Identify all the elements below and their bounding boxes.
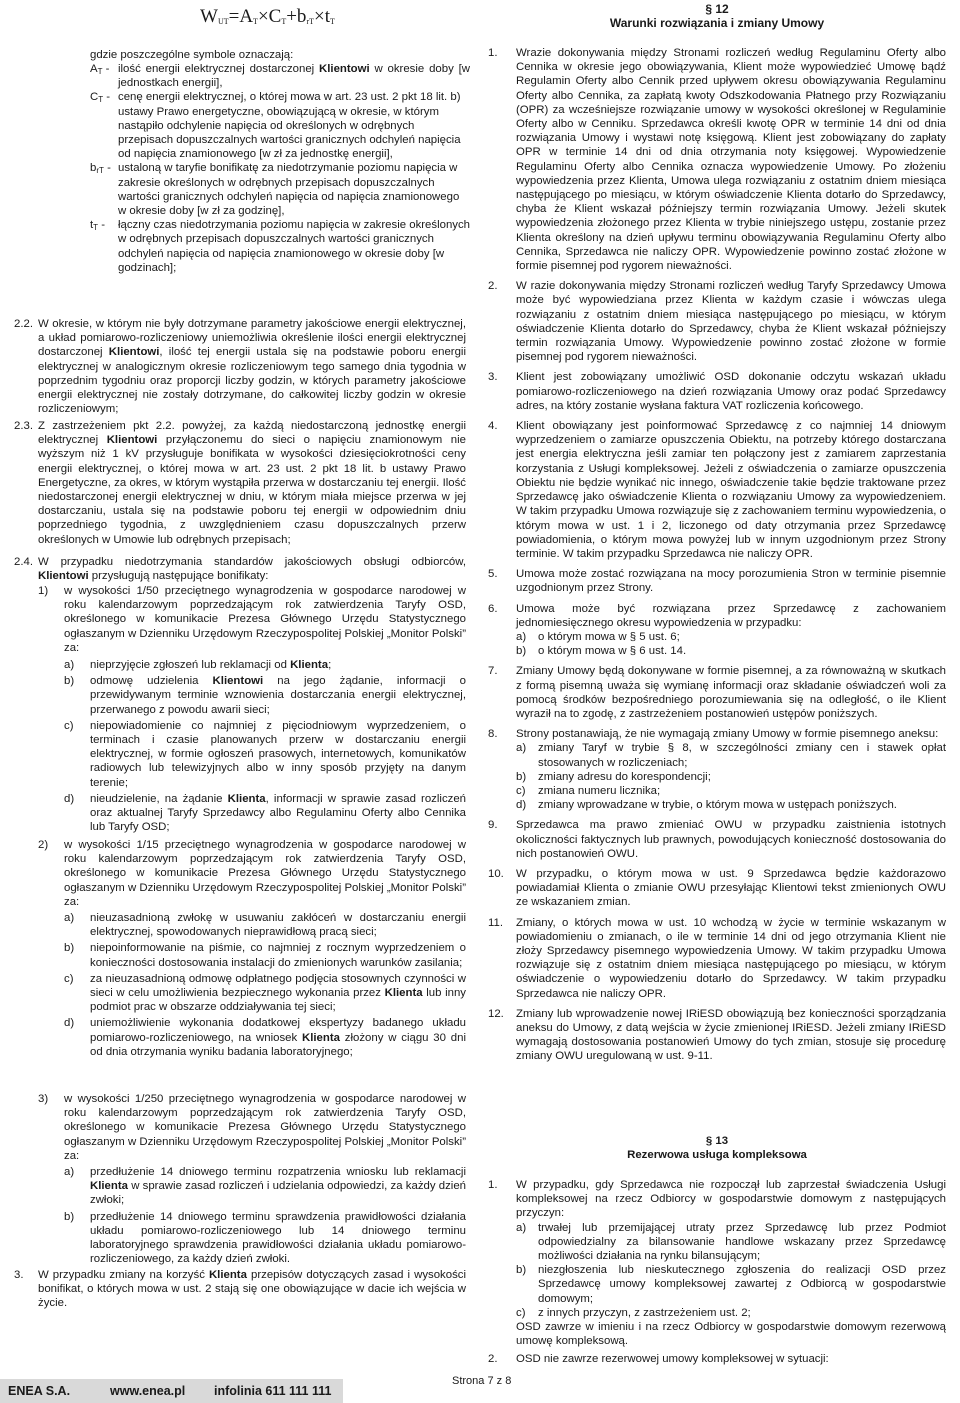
clause-8-sublist: a) zmiany Taryf w trybie § 8, w szczególności zmiany cen i stawek opłat stosowanych w rozliczeniach; b) zmiany adresu do korespondencji; c) zmiana numeru licznika; d) zmiany wprowadzane w trybie, o którym mowa w ustępach poniższych.: [516, 742, 946, 812]
footer-company: ENEA S.A.: [8, 1384, 71, 1398]
clause-4: 4. Klient obowiązany jest poinformować Sprzedawcę z co najmniej 14 dniowym wyprzedzeniem o zamiarze opuszczenia Obiektu, na potrzeby którego dostarczana jest energia elektryczna jeśli zamiar ten połączony jest z zamiarem zaprzestania korzystania z Usługi kompleksowej. Jeżeli z oświadczenia o zamiarze opuszczenia Obiektu nie będzie wynikać nic innego, oświadczenie takie będzie traktowane przez Sprzedawcę jako oświadczenie Klienta o rozwiązaniu Umowy za wypowiedzeniem. W takim przypadku Umowa rozwiązuje się z zachowaniem terminu wypowiedzenia, o którym mowa w ust. 1 i 2, liczonego od daty otrzymania przez Sprzedawcę powiadomienia, o którym mowa powyżej lub w innym uzgodnionym przez Strony terminie. W takim przypadku Sprzedawca nie naliczy OPR.: [488, 420, 946, 560]
bonus-item-2-sublist: a) nieuzasadnioną zwłokę w usuwaniu zakłóceń w dostarczaniu energii elektrycznej, spowodowanych nieprawidłową pracą sieci; b) niepoinformowanie na piśmie, co najmniej z rocznym wyprzedzeniem o konieczności dostosowania instalacji do zmienionych warunków zasilania; c) za nieuzasadnioną odmowę odpłatnego podjęcia stosownych czynności w sieci w celu umożliwienia bezpiecznego wykonania przez Klienta lub inny podmiot prac w obszarze oddziaływania tej sieci; d) uniemożliwienie wykonania dodatkowej ekspertyzy badanego układu pomiarowo-rozliczeniowego, na wniosek Klienta złożony w ciągu 30 dni od dnia otrzymania wyniku badania laboratoryjnego;: [64, 912, 466, 1058]
formula: $W_{UT}=A_T\times C_T+b_{rT}\times t_T$: [200, 6, 335, 27]
bonus-item-2: 2) w wysokości 1/15 przeciętnego wynagrodzenia w gospodarce narodowej w roku kalendarzowym poprzedzającym rok zatwierdzenia Taryfy OSD, określonego w komunikacie Prezesa Głównego Urzędu Statystycznego ogłaszanym w Dzienniku Urzędowym Rzeczypospolitej Polskiej „Monitor Polski” za:: [38, 839, 466, 908]
clause-9: 9. Sprzedawca ma prawo zmieniać OWU w przypadku zaistnienia istotnych okoliczności faktycznych lub prawnych, powodujących konieczność dostosowania do nich postanowień OWU.: [488, 819, 946, 860]
symbol-a: $A_T$ - ilość energii elektrycznej dostarczonej Klientowi w okresie doby [w jednostkach energii],: [90, 63, 470, 90]
paragraph-2-2: 2.2. W okresie, w którym nie były dotrzymane parametry jakościowe energii elektrycznej, a układ pomiarowo-rozliczeniowy uniemożliwia określenie ilości energii elektrycznej dostarczonej Klientowi, ilość tej energii ustala się na podstawie poboru energii elektrycznej w analogicznym okresie rozliczeniowym tego samego dnia tygodnia w poprzednim tygodniu oraz proporcji liczby godzin, w których parametry jakościowe energii elektrycznej nie zostały dotrzymane, do całkowitej liczby godzin w okresie rozliczeniowym;: [14, 318, 466, 416]
symbol-list: [90, 62, 470, 275]
section-title: Warunki rozwiązania i zmiany Umowy: [609, 16, 825, 30]
section-13-title: Rezerwowa usługa kompleksowa: [627, 1149, 807, 1161]
clause-12: 12. Zmiany lub wprowadzenie nowej IRiESD obowiązują bez konieczności sporządzania aneksu do Umowy, z datą wejścia w życie zmienionej IRiESD. Jeżeli zmiany IRiESD wymagają dostosowania postanowień Umowy do tych zmian, stosuje się procedurę zmiany OWU uregulowaną w ust. 9-11.: [488, 1007, 946, 1063]
paragraph-3: 3. W przypadku zmiany na korzyść Klienta przepisów dotyczących zasad i wysokości bonifikat, o których mowa w ust. 2 stają się one obowiązujące w dacie ich wejścia w życie.: [14, 1269, 467, 1310]
page-number: Strona 7 z 8: [452, 1375, 512, 1387]
paragraph-2-3: 2.3. Z zastrzeżeniem pkt 2.2. powyżej, za każdą niedostarczoną jednostkę energii elektrycznej Klientowi przyłączonemu do sieci o napięciu znamionowym nie wyższym niż 1 kV przysługuje bonifikata w wysokości dziesięciokrotności ceny energii elektrycznej, o której mowa w art. 23 ust. 2 pkt 18 lit. b ustawy Prawo Energetyczne, za okres, w którym wystąpiła przerwa w dostarczaniu tej energii. Ilość niedostarczonej energii elektrycznej w dniu, w którym miała miejsce przerwa w jej dostarczaniu, ustala się na podstawie poboru tej energii w odpowiednim dniu poprzedniego tygodnia, z uwzględnieniem czasu dopuszczalnych przerw określonych w Umowie lub odrębnych przepisach;: [14, 420, 466, 546]
bonus-item-3-sublist: a) przedłużenie 14 dniowego terminu rozpatrzenia wniosku lub reklamacji Klienta w sprawie zasad rozliczeń i udzielania odpowiedzi, za każdy dzień zwłoki; b) przedłużenie 14 dniowego terminu sprawdzenia prawidłowości działania układu pomiarowo-rozliczeniowego lub 14 dniowego terminu laboratoryjnego sprawdzenia prawidłowości działania układu pomiarowo-rozliczeniowego, za każdy dzień zwłoki.: [64, 1166, 466, 1266]
section-13-number: § 13: [705, 1135, 729, 1147]
clause-6: 6. Umowa może być rozwiązana przez Sprzedawcę z zachowaniem jednomiesięcznego okresu wypowiedzenia w przypadku:: [488, 602, 946, 629]
footer-bar: [0, 1379, 343, 1403]
footer-website[interactable]: www.enea.pl: [110, 1384, 186, 1398]
section-number: § 12: [705, 2, 729, 16]
clause-8: 8. Strony postanawiają, że nie wymagają zmiany Umowy w formie pisemnego aneksu:: [488, 728, 939, 741]
clause-2: 2. W razie dokonywania między Stronami rozliczeń według Taryfy Sprzedawcy Umowa może być wypowiedziana przez Klienta w każdym czasie i wówczas ulega rozwiązaniu z ostatnim dniem miesiąca następującego po miesiącu, w którym oświadczenie Klienta dotarło do Sprzedawcy, chyba że Klient wskazał późniejszy termin rozwiązania Umowy. Wypowiedzenie powinno zostać złożone w formie pisemnej pod rygorem nieważności.: [488, 280, 946, 364]
clause-7: 7. Zmiany Umowy będą dokonywane w formie pisemnej, a za równoważną w skutkach z formą pisemną uważa się wymianę informacji oraz składanie oświadczeń woli za pomocą środków bezpośredniego porozumiewania się na odległość, o ile Klient wyraził na to zgodę, z zastrzeżeniem postanowień ustępów poniższych.: [488, 665, 946, 720]
section-13-list: [488, 1178, 946, 1367]
s13-clause-1-sublist: a) trwałej lub przemijającej utraty przez Sprzedawcę lub przez Podmiot odpowiedzialny za bilansowanie handlowe wskazany przez Sprzedawcę możliwości działania na rynku bilansującym; b) niezgłoszenia lub nieskutecznego zgłoszenia do realizacji OSD przez Sprzedawcę umowy kompleksowej zawartej z Odbiorcą w gospodarstwie domowym; c) z innych przyczyn, z zastrzeżeniem ust. 2; OSD zawrze w imieniu i na rzecz Odbiorcy w gospodarstwie domowym rezerwową umowę kompleksową.: [516, 1221, 946, 1348]
s13-clause-2: 2. OSD nie zawrze rezerwowej umowy kompleksowej w sytuacji:: [488, 1353, 829, 1366]
paragraph-2-4: 2.4. W przypadku niedotrzymania standardów jakościowych obsługi odbiorców, Klientowi przysługują następujące bonifikaty:: [14, 556, 466, 583]
clause-3: 3. Klient jest zobowiązany umożliwić OSD dokonanie odczytu wskazań układu pomiarowo-rozliczeniowego na dzień rozwiązania Umowy oraz podać Sprzedawcy adres, na który zostanie wysłana faktura VAT rozliczenia końcowego.: [488, 371, 946, 412]
clause-11: 11. Zmiany, o których mowa w ust. 10 wchodzą w życie w terminie wskazanym w powiadomieniu o zmianach, o ile w terminie 14 dni od jego otrzymania Klient nie złoży Sprzedawcy pisemnego wypowiedzenia Umowy. W takim przypadku Umowa rozwiązuje się z ostatnim dniem miesiąca następującego po miesiącu, w którym oświadczenie o wypowiedzeniu dotarło do Sprzedawcy. W takim przypadku Sprzedawca nie naliczy OPR.: [488, 916, 946, 1000]
clause-10: 10. W przypadku, o którym mowa w ust. 9 Sprzedawca będzie każdorazowo powiadamiał Klienta o zmianie OWU przesyłając Klientowi tekst zmienionych OWU ze wskazaniem zmian.: [488, 867, 946, 909]
intro-text: gdzie poszczególne symbole oznaczają:: [90, 49, 294, 61]
bonus-item-1-sublist: a) nieprzyjęcie zgłoszeń lub reklamacji od Klienta; b) odmowę udzielenia Klientowi na jego żądanie, informacji o przewidywanym terminie wznowienia dostarczania energii elektrycznej, przerwanego z powodu awarii sieci; c) niepowiadomienie co najmniej z pięciodniowym wyprzedzeniem, o terminach i czasie planowanych przerw w dostarczaniu energii elektrycznej, w formie ogłoszeń prasowych, internetowych, komunikatów radiowych lub telewizyjnych albo w inny sposób przyjęty na danym terenie; d) nieudzielenie, na żądanie Klienta, informacji w sprawie zasad rozliczeń oraz aktualnej Taryfy Sprzedawcy albo Regulaminu Oferty albo Cennika lub Taryfy OSD;: [64, 659, 467, 834]
section-12-list: [488, 46, 946, 1064]
s13-clause-1-tail: OSD zawrze w imieniu i na rzecz Odbiorcy w gospodarstwie domowym rezerwową umowę kompleksową.: [516, 1321, 946, 1348]
bonus-item-3: 3) w wysokości 1/250 przeciętnego wynagrodzenia w gospodarce narodowej w roku kalendarzowym poprzedzającym rok zatwierdzenia Taryfy OSD, określonego w komunikacie Prezesa Głównego Urzędu Statystycznego ogłaszanym w Dzienniku Urzędowym Rzeczypospolitej Polskiej „Monitor Polski” za:: [38, 1093, 466, 1162]
symbol-c: $C_T$ - cenę energii elektrycznej, o której mowa w art. 23 ust. 2 pkt 18 lit. b) ustawy Prawo energetyczne, obowiązującą w okresie, w którym nastąpiło odchylenie napięcia od określonych w odrębnych przepisach dopuszczalnych wartości granicznych odchyleń napięcia od napięcia znamionowego [w zł za jednostkę energii],: [90, 91, 461, 161]
bonus-item-1: 1) w wysokości 1/50 przeciętnego wynagrodzenia w gospodarce narodowej w roku kalendarzowym poprzedzającym rok zatwierdzenia Taryfy OSD, określonego w komunikacie Prezesa Głównego Urzędu Statystycznego ogłaszanym w Dzienniku Urzędowym Rzeczypospolitej Polskiej „Monitor Polski” za:: [38, 585, 466, 654]
symbol-t: $t_T$ - łączny czas niedotrzymania poziomu napięcia w zakresie określonych w odrębnych przepisach dopuszczalnych wartości granicznych odchyleń napięcia od napięcia znamionowego w okresie doby [w godzinach];: [90, 219, 471, 274]
footer-infoline: infolinia 611 111 111: [214, 1384, 332, 1398]
symbol-b: $b_{rT}$ - ustaloną w taryfie bonifikatę za niedotrzymanie poziomu napięcia w zakresie określonych w odrębnych przepisach dopuszczalnych wartości granicznych odchyleń napięcia od napięcia znamionowego w okresie doby [w zł za godzinę],: [90, 162, 460, 218]
clause-5: 5. Umowa może zostać rozwiązana na mocy porozumienia Stron w terminie pisemnie uzgodnionym przez Strony.: [488, 568, 946, 595]
clause-6-sublist: a) o którym mowa w § 5 ust. 6; b) o którym mowa w § 6 ust. 14.: [516, 630, 687, 658]
s13-clause-1: 1. W przypadku, gdy Sprzedawca nie rozpoczął lub zaprzestał świadczenia Usługi kompleksowej na rzecz Odbiorcy w gospodarstwie domowym z następujących przyczyn:: [488, 1179, 946, 1220]
clause-1: 1. Wrazie dokonywania między Stronami rozliczeń według Regulaminu Oferty albo Cennika w okresie jego obowiązywania, Klient może wypowiedzieć Umowę bądź Regulamin Oferty albo Cennik przed upływem okresu obowiązywania Regulaminu Oferty albo Cennika, za zapłatą kwoty Odszkodowania Płatnego przy Rozwiązaniu (OPR) za wcześniejsze rozwiązanie umowy w wysokości określonej w Regulaminie Oferty albo w Cenniku. Sprzedawca określi kwotę OPR w terminie 14 dni od dnia rozwiązania Umowy i wystawi notę księgową. Klient jest zobowiązany do zapłaty OPR w terminie 14 dni od dnia otrzymania noty księgowej. Wypowiedzenie Regulaminu Oferty albo Cennika oznacza wypowiedzenie Umowy. Po złożeniu wypowiedzenia przez Klienta, Umowa ulega rozwiązaniu z ostatnim dniem miesiąca następującego po miesiącu, w którym oświadczenie Klienta dotarło do Sprzedawcy, chyba że Klient wskazał późniejszy termin rozwiązania Umowy. Jeżeli skutek wypowiedzenia złożonego przez Klienta w trybie niniejszego ustępu, zostanie przez Klienta określony na dzień upływu terminu obowiązywania Regulaminu Oferty albo Cennika, Sprzedawca nie naliczy OPR. Wypowiedzenie powinno zostać złożone w formie pisemnej pod rygorem nieważności.: [488, 47, 946, 273]
